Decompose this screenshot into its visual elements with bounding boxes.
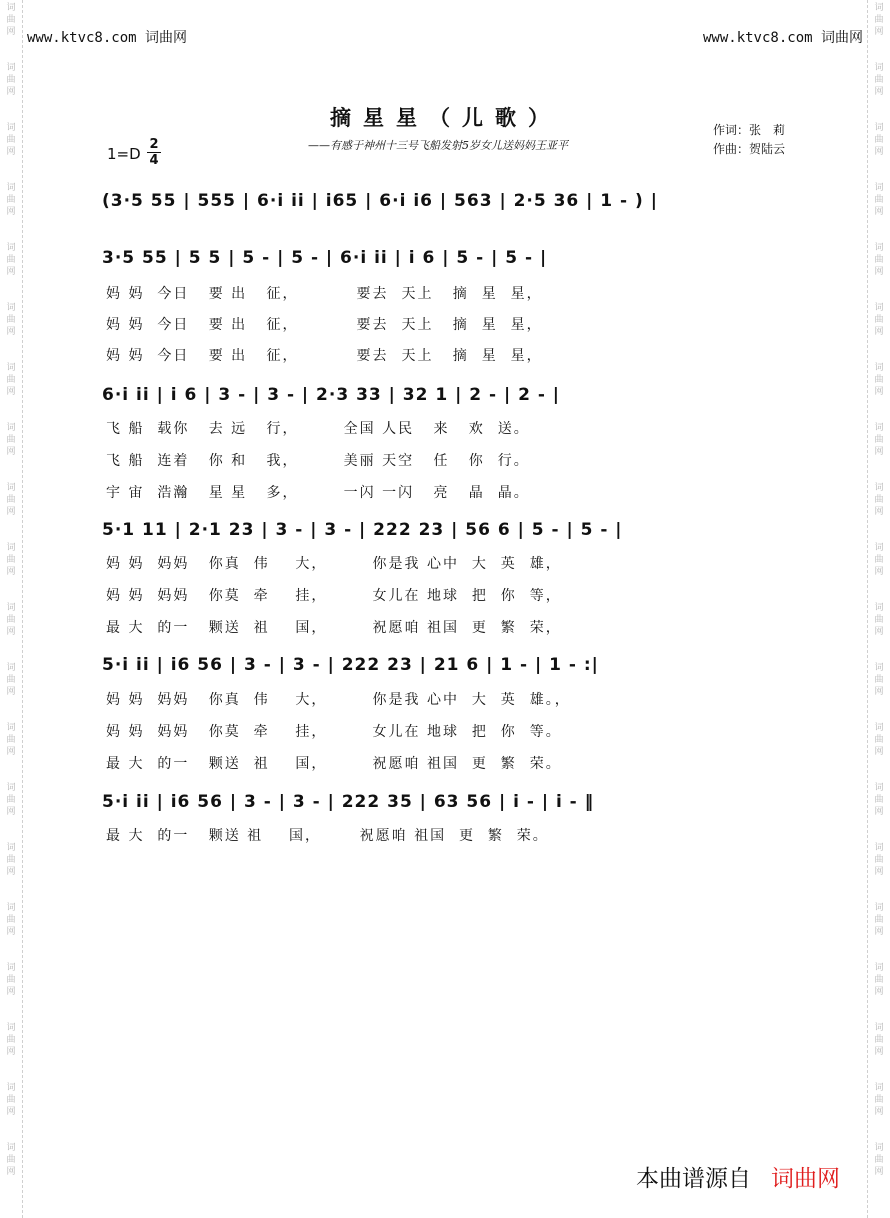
watermark-unit: [3, 542, 19, 578]
watermark-unit: [3, 602, 19, 638]
watermark-unit: [871, 842, 887, 878]
watermark-char: 曲: [6, 255, 16, 265]
watermark-char: 网: [6, 507, 16, 517]
lyricist-credit: 作词：张 莉: [713, 123, 786, 137]
watermark-char: 曲: [6, 1035, 16, 1045]
time-signature-top: 2: [149, 137, 159, 152]
watermark-char: 词: [874, 1023, 884, 1033]
time-signature-bottom: 4: [149, 153, 159, 168]
watermark-char: 曲: [874, 975, 884, 985]
watermark-char: 网: [6, 1167, 16, 1177]
watermark-char: 词: [874, 363, 884, 373]
watermark-char: 网: [874, 747, 884, 757]
notation-line-intro: (3·5 55 | 555 | 6·i ii | i65 | 6·i i6 | 563 | 2·5 36 | 1 - ) |: [102, 191, 658, 211]
lyric-line: 最 大 的一 颗送 祖 国， 祝愿咱 祖国 更 繁 荣，: [106, 620, 562, 636]
watermark-char: 词: [874, 903, 884, 913]
footer-site-name[interactable]: 词曲网: [771, 1166, 840, 1192]
watermark-char: 曲: [874, 15, 884, 25]
watermark-char: 网: [6, 1107, 16, 1117]
watermark-unit: [871, 422, 887, 458]
watermark-unit: [871, 1082, 887, 1118]
watermark-char: 网: [6, 987, 16, 997]
watermark-char: 词: [874, 543, 884, 553]
watermark-char: 词: [6, 423, 16, 433]
watermark-char: 曲: [874, 495, 884, 505]
lyric-line: 飞 船 连着 你 和 我， 美丽 天空 任 你 行。: [106, 453, 530, 469]
watermark-char: 曲: [874, 615, 884, 625]
watermark-unit: [871, 722, 887, 758]
watermark-strip-right: [867, 0, 890, 1218]
time-signature: [147, 138, 161, 167]
watermark-char: 曲: [6, 15, 16, 25]
notation-line-4: 5·1 11 | 2·1 23 | 3 - | 3 - | 222 23 | 56 6 | 5 - | 5 - |: [102, 520, 623, 540]
watermark-char: 曲: [874, 1035, 884, 1045]
watermark-char: 词: [874, 63, 884, 73]
watermark-char: 曲: [6, 735, 16, 745]
watermark-char: 词: [874, 3, 884, 13]
lyric-line: 宇 宙 浩瀚 星 星 多， 一闪 一闪 亮 晶 晶。: [106, 485, 530, 501]
watermark-char: 曲: [6, 915, 16, 925]
watermark-unit: [3, 1142, 19, 1178]
watermark-unit: [871, 302, 887, 338]
watermark-char: 词: [874, 783, 884, 793]
lyric-line: 妈 妈 妈妈 你真 伟 大， 你是我 心中 大 英 雄。，: [106, 692, 571, 708]
watermark-unit: [3, 182, 19, 218]
watermark-unit: [871, 2, 887, 38]
lyric-line: 妈 妈 今日 要 出 征， 要去 天上 摘 星 星，: [106, 286, 543, 302]
watermark-char: 网: [6, 807, 16, 817]
watermark-unit: [3, 422, 19, 458]
watermark-char: 词: [6, 123, 16, 133]
watermark-char: 网: [874, 507, 884, 517]
watermark-char: 词: [6, 1023, 16, 1033]
watermark-char: 曲: [874, 915, 884, 925]
watermark-char: 曲: [874, 435, 884, 445]
lyric-line: 妈 妈 妈妈 你莫 牵 挂， 女儿在 地球 把 你 等。: [106, 724, 562, 740]
watermark-char: 词: [874, 123, 884, 133]
watermark-char: 曲: [6, 75, 16, 85]
watermark-unit: [3, 842, 19, 878]
watermark-char: 词: [6, 3, 16, 13]
source-footer[interactable]: [636, 1160, 840, 1193]
watermark-char: 网: [874, 687, 884, 697]
watermark-char: 网: [874, 387, 884, 397]
watermark-unit: [3, 782, 19, 818]
watermark-char: 网: [6, 867, 16, 877]
watermark-unit: [3, 482, 19, 518]
lyric-line: 飞 船 载你 去 远 行， 全国 人民 来 欢 送。: [106, 421, 530, 437]
watermark-char: 网: [6, 747, 16, 757]
watermark-char: 词: [6, 1143, 16, 1153]
watermark-char: 曲: [874, 375, 884, 385]
watermark-unit: [3, 1082, 19, 1118]
watermark-char: 网: [874, 27, 884, 37]
watermark-char: 网: [6, 1047, 16, 1057]
watermark-char: 网: [874, 867, 884, 877]
watermark-char: 网: [6, 687, 16, 697]
watermark-unit: [871, 62, 887, 98]
watermark-char: 曲: [6, 315, 16, 325]
watermark-unit: [871, 122, 887, 158]
watermark-char: 词: [6, 723, 16, 733]
watermark-char: 曲: [874, 855, 884, 865]
watermark-unit: [871, 1142, 887, 1178]
notation-line-3: 6·i ii | i 6 | 3 - | 3 - | 2·3 33 | 32 1 | 2 - | 2 - |: [102, 385, 561, 405]
watermark-char: 词: [6, 183, 16, 193]
watermark-char: 词: [6, 543, 16, 553]
watermark-char: 网: [874, 327, 884, 337]
watermark-char: 网: [874, 267, 884, 277]
key-signature: 1=D: [107, 145, 141, 163]
watermark-char: 网: [874, 627, 884, 637]
watermark-char: 词: [874, 183, 884, 193]
watermark-char: 词: [6, 63, 16, 73]
watermark-char: 网: [874, 1047, 884, 1057]
watermark-char: 网: [6, 27, 16, 37]
watermark-unit: [871, 542, 887, 578]
watermark-unit: [871, 962, 887, 998]
watermark-char: 曲: [874, 195, 884, 205]
notation-line-6: 5·i ii | i6 56 | 3 - | 3 - | 222 35 | 63 56 | i - | i - ‖: [102, 792, 595, 812]
watermark-char: 网: [6, 627, 16, 637]
watermark-char: 曲: [874, 1095, 884, 1105]
watermark-char: 词: [6, 1083, 16, 1093]
watermark-char: 词: [6, 603, 16, 613]
watermark-char: 网: [874, 567, 884, 577]
watermark-char: 网: [6, 927, 16, 937]
watermark-char: 词: [6, 903, 16, 913]
watermark-char: 词: [6, 963, 16, 973]
watermark-unit: [871, 602, 887, 638]
watermark-char: 曲: [6, 855, 16, 865]
watermark-char: 网: [6, 207, 16, 217]
song-subtitle: ——有感于神州十三号飞船发射5岁女儿送妈妈王亚平: [308, 139, 568, 152]
watermark-char: 曲: [6, 375, 16, 385]
watermark-unit: [3, 1022, 19, 1058]
watermark-unit: [871, 1022, 887, 1058]
watermark-unit: [3, 62, 19, 98]
lyric-line: 妈 妈 今日 要 出 征， 要去 天上 摘 星 星，: [106, 348, 543, 364]
watermark-unit: [3, 122, 19, 158]
watermark-unit: [3, 902, 19, 938]
watermark-char: 曲: [874, 255, 884, 265]
watermark-unit: [871, 782, 887, 818]
watermark-char: 词: [874, 243, 884, 253]
watermark-char: 曲: [6, 555, 16, 565]
watermark-char: 网: [874, 447, 884, 457]
watermark-unit: [3, 302, 19, 338]
watermark-unit: [871, 242, 887, 278]
watermark-char: 词: [874, 1083, 884, 1093]
watermark-char: 曲: [874, 735, 884, 745]
watermark-unit: [3, 2, 19, 38]
site-url-right[interactable]: www.ktvc8.com 词曲网: [702, 30, 863, 46]
watermark-char: 曲: [6, 1095, 16, 1105]
watermark-char: 曲: [874, 75, 884, 85]
watermark-char: 网: [6, 387, 16, 397]
watermark-char: 网: [874, 1107, 884, 1117]
watermark-unit: [3, 362, 19, 398]
watermark-char: 网: [6, 147, 16, 157]
notation-line-2: 3·5 55 | 5 5 | 5 - | 5 - | 6·i ii | i 6 | 5 - | 5 - |: [102, 248, 548, 268]
watermark-char: 网: [6, 447, 16, 457]
watermark-char: 网: [874, 147, 884, 157]
watermark-char: 词: [874, 663, 884, 673]
watermark-char: 曲: [6, 495, 16, 505]
watermark-char: 词: [874, 843, 884, 853]
watermark-char: 网: [874, 987, 884, 997]
watermark-strip-left: [0, 0, 23, 1218]
watermark-unit: [3, 242, 19, 278]
watermark-char: 词: [874, 963, 884, 973]
watermark-char: 网: [6, 327, 16, 337]
watermark-unit: [3, 662, 19, 698]
watermark-char: 曲: [6, 195, 16, 205]
watermark-char: 词: [874, 603, 884, 613]
watermark-char: 网: [874, 1167, 884, 1177]
watermark-unit: [3, 962, 19, 998]
watermark-char: 词: [874, 483, 884, 493]
lyric-line: 妈 妈 今日 要 出 征， 要去 天上 摘 星 星，: [106, 317, 543, 333]
watermark-char: 网: [874, 807, 884, 817]
watermark-char: 词: [6, 663, 16, 673]
watermark-char: 词: [6, 363, 16, 373]
watermark-char: 曲: [874, 555, 884, 565]
watermark-char: 曲: [874, 795, 884, 805]
watermark-unit: [871, 182, 887, 218]
song-title: 摘星星（儿歌）: [330, 105, 561, 130]
footer-source-label: 本曲谱源自: [636, 1166, 751, 1192]
watermark-char: 曲: [874, 135, 884, 145]
watermark-char: 曲: [874, 315, 884, 325]
watermark-char: 曲: [6, 675, 16, 685]
watermark-char: 网: [874, 87, 884, 97]
watermark-char: 曲: [6, 975, 16, 985]
lyric-line: 最 大 的一 颗送 祖 国， 祝愿咱 祖国 更 繁 荣。: [106, 828, 549, 844]
watermark-char: 网: [874, 207, 884, 217]
watermark-char: 词: [874, 723, 884, 733]
watermark-char: 词: [6, 783, 16, 793]
watermark-char: 词: [874, 303, 884, 313]
watermark-char: 曲: [874, 675, 884, 685]
watermark-char: 曲: [6, 795, 16, 805]
watermark-char: 曲: [874, 1155, 884, 1165]
lyric-line: 妈 妈 妈妈 你真 伟 大， 你是我 心中 大 英 雄，: [106, 556, 562, 572]
watermark-char: 网: [6, 87, 16, 97]
watermark-char: 词: [6, 843, 16, 853]
watermark-unit: [871, 362, 887, 398]
watermark-char: 词: [6, 303, 16, 313]
composer-credit: 作曲：贺陆云: [713, 142, 786, 156]
watermark-char: 网: [874, 927, 884, 937]
watermark-unit: [3, 722, 19, 758]
watermark-char: 网: [6, 567, 16, 577]
lyric-line: 最 大 的一 颗送 祖 国， 祝愿咱 祖国 更 繁 荣。: [106, 756, 562, 772]
watermark-char: 词: [874, 1143, 884, 1153]
watermark-char: 词: [6, 243, 16, 253]
watermark-char: 网: [6, 267, 16, 277]
watermark-char: 曲: [6, 615, 16, 625]
watermark-unit: [871, 662, 887, 698]
lyric-line: 妈 妈 妈妈 你莫 牵 挂， 女儿在 地球 把 你 等，: [106, 588, 562, 604]
watermark-char: 曲: [6, 135, 16, 145]
site-url-left[interactable]: www.ktvc8.com 词曲网: [27, 30, 188, 46]
watermark-unit: [871, 482, 887, 518]
watermark-char: 曲: [6, 1155, 16, 1165]
watermark-unit: [871, 902, 887, 938]
watermark-char: 词: [6, 483, 16, 493]
watermark-char: 词: [874, 423, 884, 433]
watermark-char: 曲: [6, 435, 16, 445]
notation-line-5: 5·i ii | i6 56 | 3 - | 3 - | 222 23 | 21 6 | 1 - | 1 - :|: [102, 655, 599, 675]
